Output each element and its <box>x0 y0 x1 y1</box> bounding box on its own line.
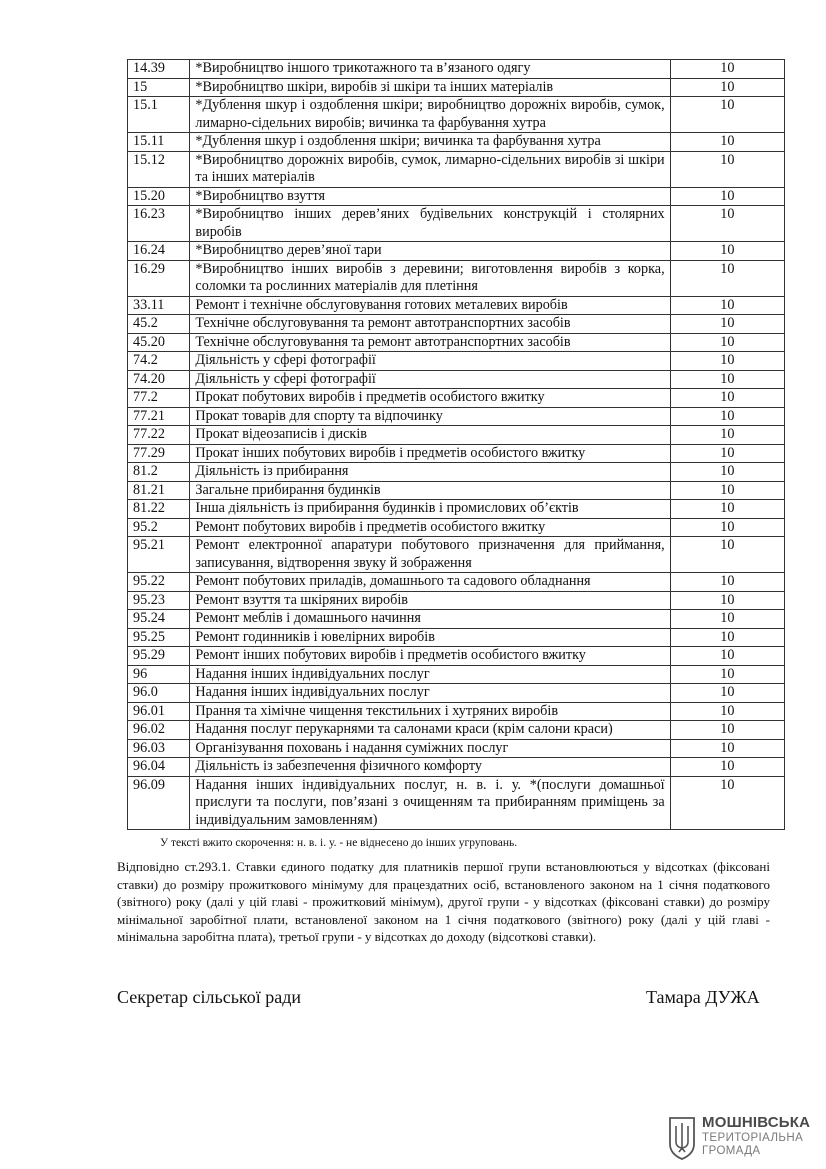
kved-code-cell: 96.04 <box>128 758 190 777</box>
kved-code-cell: 96.03 <box>128 739 190 758</box>
kved-code-cell: 81.21 <box>128 481 190 500</box>
tax-rate-cell: 10 <box>670 206 784 242</box>
table-row <box>128 702 785 721</box>
kved-code-cell: 77.21 <box>128 407 190 426</box>
table-row <box>128 97 785 133</box>
activity-name-cell: Технічне обслуговування та ремонт автотранспортних засобів <box>190 315 670 334</box>
kved-code-cell: 95.2 <box>128 518 190 537</box>
kved-code-cell: 15.20 <box>128 187 190 206</box>
activity-name-cell: Діяльність у сфері фотографії <box>190 352 670 371</box>
logo-subtitle-line1: ТЕРИТОРІАЛЬНА <box>702 1132 804 1144</box>
table-row <box>128 684 785 703</box>
activity-name-cell: Надання інших індивідуальних послуг, н. в. і. у. *(послуги домашньої прислуги та послуги, пов’язані з очищенням та прибиранням приміщень за індивідуальним замовленням) <box>190 776 670 830</box>
activity-name-cell: Ремонт побутових приладів, домашнього та садового обладнання <box>190 573 670 592</box>
tax-rate-cell: 10 <box>670 628 784 647</box>
tax-rate-cell: 10 <box>670 776 784 830</box>
kved-code-cell: 95.24 <box>128 610 190 629</box>
activity-name-cell: Прокат товарів для спорту та відпочинку <box>190 407 670 426</box>
tax-rate-cell: 10 <box>670 407 784 426</box>
kved-code-cell: 95.23 <box>128 591 190 610</box>
kved-code-cell: 16.24 <box>128 242 190 261</box>
tax-rate-cell: 10 <box>670 758 784 777</box>
tax-rate-cell: 10 <box>670 739 784 758</box>
activity-name-cell: *Виробництво дорожніх виробів, сумок, лимарно-сідельних виробів зі шкіри та інших матеріалів <box>190 151 670 187</box>
table-row <box>128 407 785 426</box>
activity-name-cell: *Виробництво шкіри, виробів зі шкіри та інших матеріалів <box>190 78 670 97</box>
activity-name-cell: *Виробництво іншого трикотажного та в’язаного одягу <box>190 60 670 79</box>
activity-name-cell: *Виробництво дерев’яної тари <box>190 242 670 261</box>
tax-rate-cell: 10 <box>670 702 784 721</box>
table-row <box>128 721 785 740</box>
kved-code-cell: 95.21 <box>128 537 190 573</box>
abbreviation-note: У тексті вжито скорочення: н. в. і. у. - не віднесено до інших угруповань. <box>160 837 518 849</box>
kved-code-cell: 96.09 <box>128 776 190 830</box>
tax-rate-cell: 10 <box>670 591 784 610</box>
tax-rate-cell: 10 <box>670 721 784 740</box>
activity-name-cell: Прокат інших побутових виробів і предметів особистого вжитку <box>190 444 670 463</box>
kved-code-cell: 77.22 <box>128 426 190 445</box>
table-row <box>128 444 785 463</box>
tax-rate-cell: 10 <box>670 463 784 482</box>
activity-name-cell: Ремонт інших побутових виробів і предметів особистого вжитку <box>190 647 670 666</box>
table-row <box>128 610 785 629</box>
table-row <box>128 573 785 592</box>
tax-rate-cell: 10 <box>670 426 784 445</box>
table-row <box>128 333 785 352</box>
table-row <box>128 352 785 371</box>
tax-rate-cell: 10 <box>670 573 784 592</box>
community-logo <box>667 1114 809 1162</box>
table-row <box>128 133 785 152</box>
activity-name-cell: *Виробництво інших дерев’яних будівельних конструкцій і столярних виробів <box>190 206 670 242</box>
table-row <box>128 78 785 97</box>
table-row <box>128 591 785 610</box>
activity-name-cell: Надання інших індивідуальних послуг <box>190 684 670 703</box>
signatory-position: Секретар сільської ради <box>117 987 302 1007</box>
activity-name-cell: Ремонт годинників і ювелірних виробів <box>190 628 670 647</box>
table-row <box>128 389 785 408</box>
table-row <box>128 296 785 315</box>
table-row <box>128 151 785 187</box>
kved-code-cell: 16.29 <box>128 260 190 296</box>
trident-emblem-icon <box>667 1114 697 1160</box>
table-row <box>128 370 785 389</box>
activity-name-cell: Ремонт і технічне обслуговування готових металевих виробів <box>190 296 670 315</box>
tax-rate-cell: 10 <box>670 315 784 334</box>
tax-rate-cell: 10 <box>670 97 784 133</box>
activity-name-cell: *Дублення шкур і оздоблення шкіри; вичинка та фарбування хутра <box>190 133 670 152</box>
tax-rate-cell: 10 <box>670 665 784 684</box>
tax-rate-cell: 10 <box>670 78 784 97</box>
kved-code-cell: 96.0 <box>128 684 190 703</box>
activity-name-cell: Ремонт меблів і домашнього начиння <box>190 610 670 629</box>
tax-rate-cell: 10 <box>670 684 784 703</box>
tax-rate-cell: 10 <box>670 260 784 296</box>
tax-rate-cell: 10 <box>670 333 784 352</box>
kved-code-cell: 77.29 <box>128 444 190 463</box>
table-row <box>128 206 785 242</box>
activity-name-cell: *Виробництво інших виробів з деревини; виготовлення виробів з корка, соломки та рослинних матеріалів для плетіння <box>190 260 670 296</box>
kved-code-cell: 15 <box>128 78 190 97</box>
activity-name-cell: Прокат відеозаписів і дисків <box>190 426 670 445</box>
kved-code-cell: 15.1 <box>128 97 190 133</box>
activity-name-cell: Технічне обслуговування та ремонт автотранспортних засобів <box>190 333 670 352</box>
table-row <box>128 260 785 296</box>
kved-code-cell: 74.2 <box>128 352 190 371</box>
tax-rate-cell: 10 <box>670 518 784 537</box>
table-row <box>128 481 785 500</box>
kved-code-cell: 45.2 <box>128 315 190 334</box>
table-row <box>128 647 785 666</box>
tax-rate-cell: 10 <box>670 242 784 261</box>
activity-name-cell: Діяльність із прибирання <box>190 463 670 482</box>
table-row <box>128 426 785 445</box>
tax-rate-cell: 10 <box>670 352 784 371</box>
table-row <box>128 758 785 777</box>
activity-name-cell: Прокат побутових виробів і предметів особистого вжитку <box>190 389 670 408</box>
kved-code-cell: 15.12 <box>128 151 190 187</box>
table-row <box>128 518 785 537</box>
kved-code-cell: 45.20 <box>128 333 190 352</box>
logo-title: МОШНІВСЬКА <box>702 1114 811 1131</box>
table-row <box>128 60 785 79</box>
tax-rate-cell: 10 <box>670 537 784 573</box>
kved-code-cell: 81.2 <box>128 463 190 482</box>
tax-rate-cell: 10 <box>670 60 784 79</box>
table-body <box>128 60 785 830</box>
kved-code-cell: 15.11 <box>128 133 190 152</box>
logo-subtitle-line2: ГРОМАДА <box>702 1145 761 1157</box>
tax-rate-cell: 10 <box>670 647 784 666</box>
activity-name-cell: Ремонт взуття та шкіряних виробів <box>190 591 670 610</box>
table-row <box>128 315 785 334</box>
signatory-name: Тамара ДУЖА <box>646 987 760 1007</box>
table-row <box>128 628 785 647</box>
table-row <box>128 665 785 684</box>
tax-rate-cell: 10 <box>670 389 784 408</box>
kved-code-cell: 77.2 <box>128 389 190 408</box>
kved-code-cell: 33.11 <box>128 296 190 315</box>
activity-name-cell: *Дублення шкур і оздоблення шкіри; виробництво дорожніх виробів, сумок, лимарно-сідельних виробів; вичинка та фарбування хутра <box>190 97 670 133</box>
kved-tax-rate-table <box>127 59 785 830</box>
activity-name-cell: Організування поховань і надання суміжних послуг <box>190 739 670 758</box>
kved-code-cell: 96 <box>128 665 190 684</box>
kved-code-cell: 96.02 <box>128 721 190 740</box>
tax-rate-cell: 10 <box>670 610 784 629</box>
table-row <box>128 537 785 573</box>
tax-rate-cell: 10 <box>670 296 784 315</box>
activity-name-cell: Діяльність із забезпечення фізичного комфорту <box>190 758 670 777</box>
activity-name-cell: Загальне прибирання будинків <box>190 481 670 500</box>
tax-rate-cell: 10 <box>670 481 784 500</box>
kved-code-cell: 14.39 <box>128 60 190 79</box>
kved-code-cell: 96.01 <box>128 702 190 721</box>
table-row <box>128 242 785 261</box>
tax-rate-cell: 10 <box>670 500 784 519</box>
activity-name-cell: Ремонт електронної апаратури побутового призначення для приймання, записування, відтворення звуку й зображення <box>190 537 670 573</box>
table-row <box>128 463 785 482</box>
tax-rate-cell: 10 <box>670 444 784 463</box>
tax-rate-cell: 10 <box>670 187 784 206</box>
kved-code-cell: 16.23 <box>128 206 190 242</box>
table-row <box>128 776 785 830</box>
kved-code-cell: 95.25 <box>128 628 190 647</box>
activity-name-cell: Надання послуг перукарнями та салонами краси (крім салони краси) <box>190 721 670 740</box>
activity-name-cell: Надання інших індивідуальних послуг <box>190 665 670 684</box>
kved-code-cell: 95.22 <box>128 573 190 592</box>
activity-name-cell: Діяльність у сфері фотографії <box>190 370 670 389</box>
activity-name-cell: *Виробництво взуття <box>190 187 670 206</box>
tax-rate-cell: 10 <box>670 151 784 187</box>
kved-code-cell: 81.22 <box>128 500 190 519</box>
table-row <box>128 739 785 758</box>
kved-code-cell: 74.20 <box>128 370 190 389</box>
table-row <box>128 500 785 519</box>
activity-name-cell: Прання та хімічне чищення текстильних і хутряних виробів <box>190 702 670 721</box>
tax-rate-cell: 10 <box>670 370 784 389</box>
activity-name-cell: Інша діяльність із прибирання будинків і промислових об’єктів <box>190 500 670 519</box>
activity-name-cell: Ремонт побутових виробів і предметів особистого вжитку <box>190 518 670 537</box>
kved-code-cell: 95.29 <box>128 647 190 666</box>
tax-rate-cell: 10 <box>670 133 784 152</box>
tax-rate-paragraph: Відповідно ст.293.1. Ставки єдиного податку для платників першої групи встановлюються у відсотках (фіксовані ставки) до розміру прожиткового мінімуму для працездатних осіб, встановленого законом на 1 січня податкового (звітного) року (далі у цій главі - прожитковий мінімум), другої групи - у відсотках (фіксовані ставки) до розміру мінімальної заробітної плати, встановленої законом на 1 січня податкового (звітного) року (далі у цій главі - мінімальна заробітна плата), третьої групи - у відсотках до доходу (відсоткові ставки). <box>117 859 770 944</box>
table-row <box>128 187 785 206</box>
